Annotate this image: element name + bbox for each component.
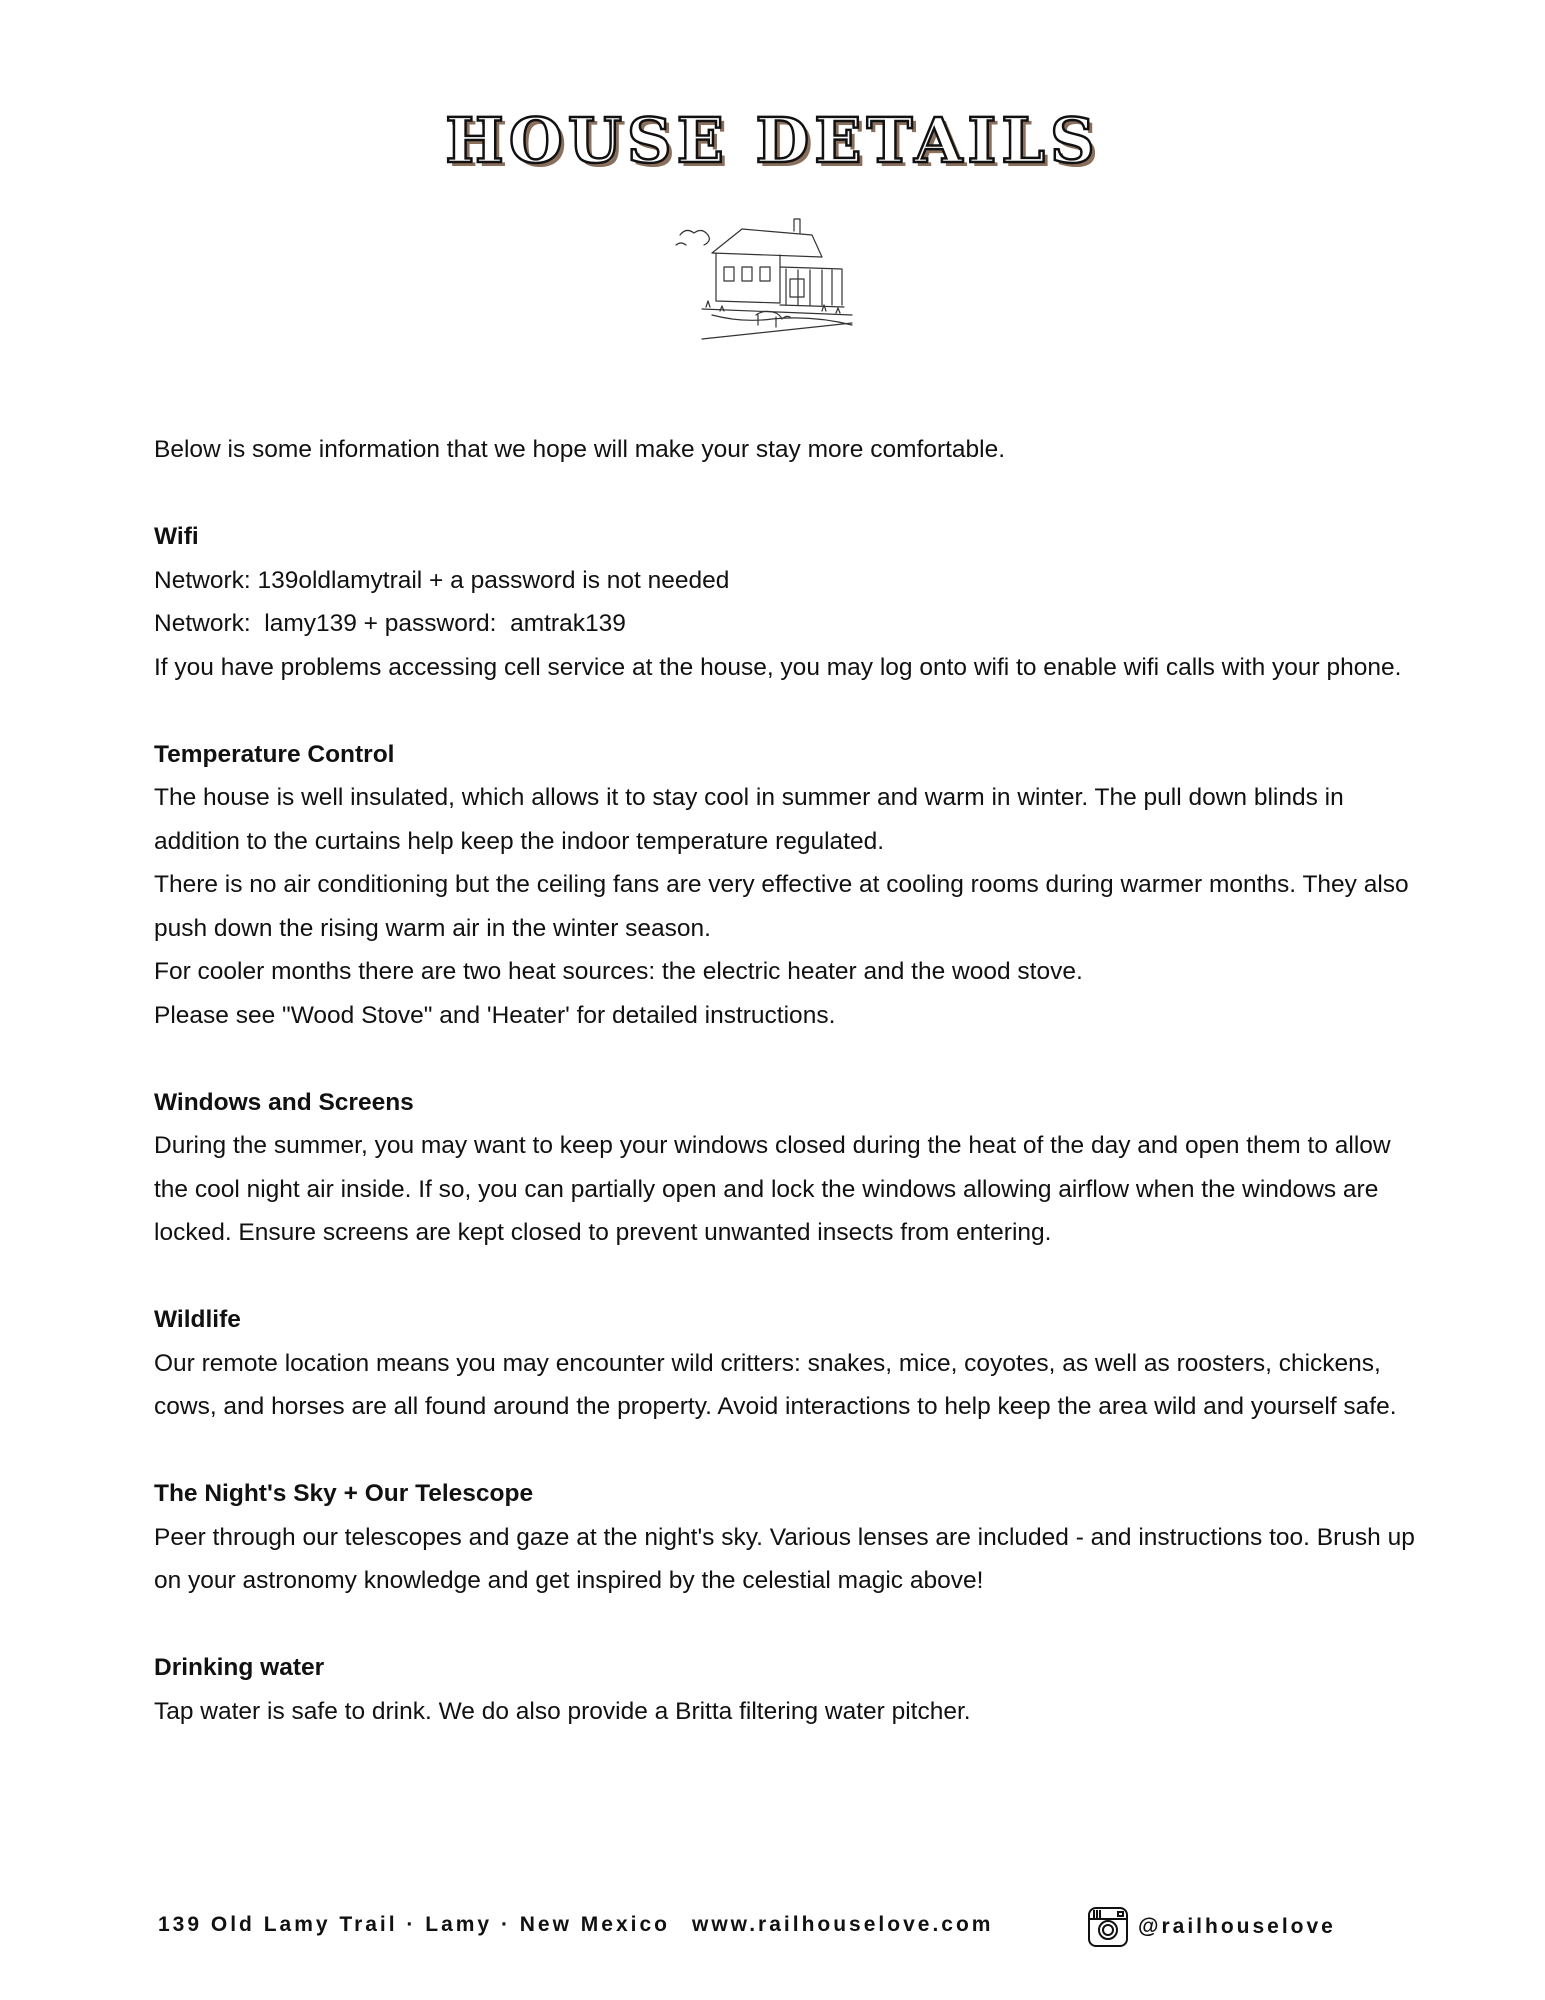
wifi-note: If you have problems accessing cell service at the house, you may log onto wifi to enable wifi calls with your phone.: [154, 653, 1402, 681]
instagram-handle: @railhouselove: [1138, 1915, 1336, 1938]
windows-section: [154, 1081, 1424, 1255]
windows-text: During the summer, you may want to keep your windows closed during the heat of the day and open them to allow the cool night air inside. If so, you can partially open and lock the windows allowing airflow when the windows are locked. Ensure screens are kept closed to prevent unwanted insects from entering.: [154, 1132, 1391, 1246]
temperature-fans-text: There is no air conditioning but the ceiling fans are very effective at cooling rooms during warmer months. They also push down the rising warm air in the winter season.: [154, 871, 1409, 942]
temperature-heading: Temperature Control: [154, 740, 395, 768]
temperature-section: [154, 733, 1424, 1038]
drinking-water-text: Tap water is safe to drink. We do also provide a Britta filtering water pitcher.: [154, 1697, 971, 1725]
footer-website-link[interactable]: www.railhouselove.com: [692, 1913, 994, 1936]
footer: [0, 1905, 1545, 1953]
temperature-instructions-text: Please see "Wood Stove" and 'Heater' for detailed instructions.: [154, 1001, 836, 1029]
wildlife-heading: Wildlife: [154, 1306, 241, 1333]
temperature-insulation-text: The house is well insulated, which allows it to stay cool in summer and warm in winter. The pull down blinds in addition to the curtains help keep the indoor temperature regulated.: [154, 784, 1344, 855]
page-title: HOUSE DETAILS: [445, 104, 1100, 177]
house-sketch-illustration: [672, 215, 862, 345]
drinking-water-section: [154, 1646, 1424, 1733]
wildlife-text: Our remote location means you may encounter wild critters: snakes, mice, coyotes, as well as roosters, chickens, cows, and horses are all found around the property. Avoid interactions to help keep the area wild and yourself safe.: [154, 1349, 1397, 1420]
wifi-heading: Wifi: [154, 523, 199, 550]
temperature-heat-sources-text: For cooler months there are two heat sources: the electric heater and the wood stove.: [154, 958, 1083, 985]
wifi-network-1: Network: 139oldlamytrail + a password is not needed: [154, 566, 730, 594]
footer-address: 139 Old Lamy Trail · Lamy · New Mexico: [158, 1913, 670, 1936]
footer-instagram[interactable]: [1086, 1905, 1336, 1949]
wifi-network-2: Network: lamy139 + password: amtrak139: [154, 610, 626, 637]
house-details-content: [154, 428, 1424, 1733]
night-sky-text: Peer through our telescopes and gaze at the night's sky. Various lenses are included - and instructions too. Brush up on your astronomy knowledge and get inspired by the celestial magic above!: [154, 1523, 1415, 1594]
instagram-icon: [1086, 1905, 1130, 1949]
drinking-water-heading: Drinking water: [154, 1654, 325, 1681]
night-sky-section: [154, 1472, 1424, 1603]
windows-heading: Windows and Screens: [154, 1088, 414, 1116]
intro-text: Below is some information that we hope will make your stay more comfortable.: [154, 436, 1006, 463]
night-sky-heading: The Night's Sky + Our Telescope: [154, 1480, 534, 1507]
wifi-section: [154, 515, 1424, 689]
wildlife-section: [154, 1298, 1424, 1429]
